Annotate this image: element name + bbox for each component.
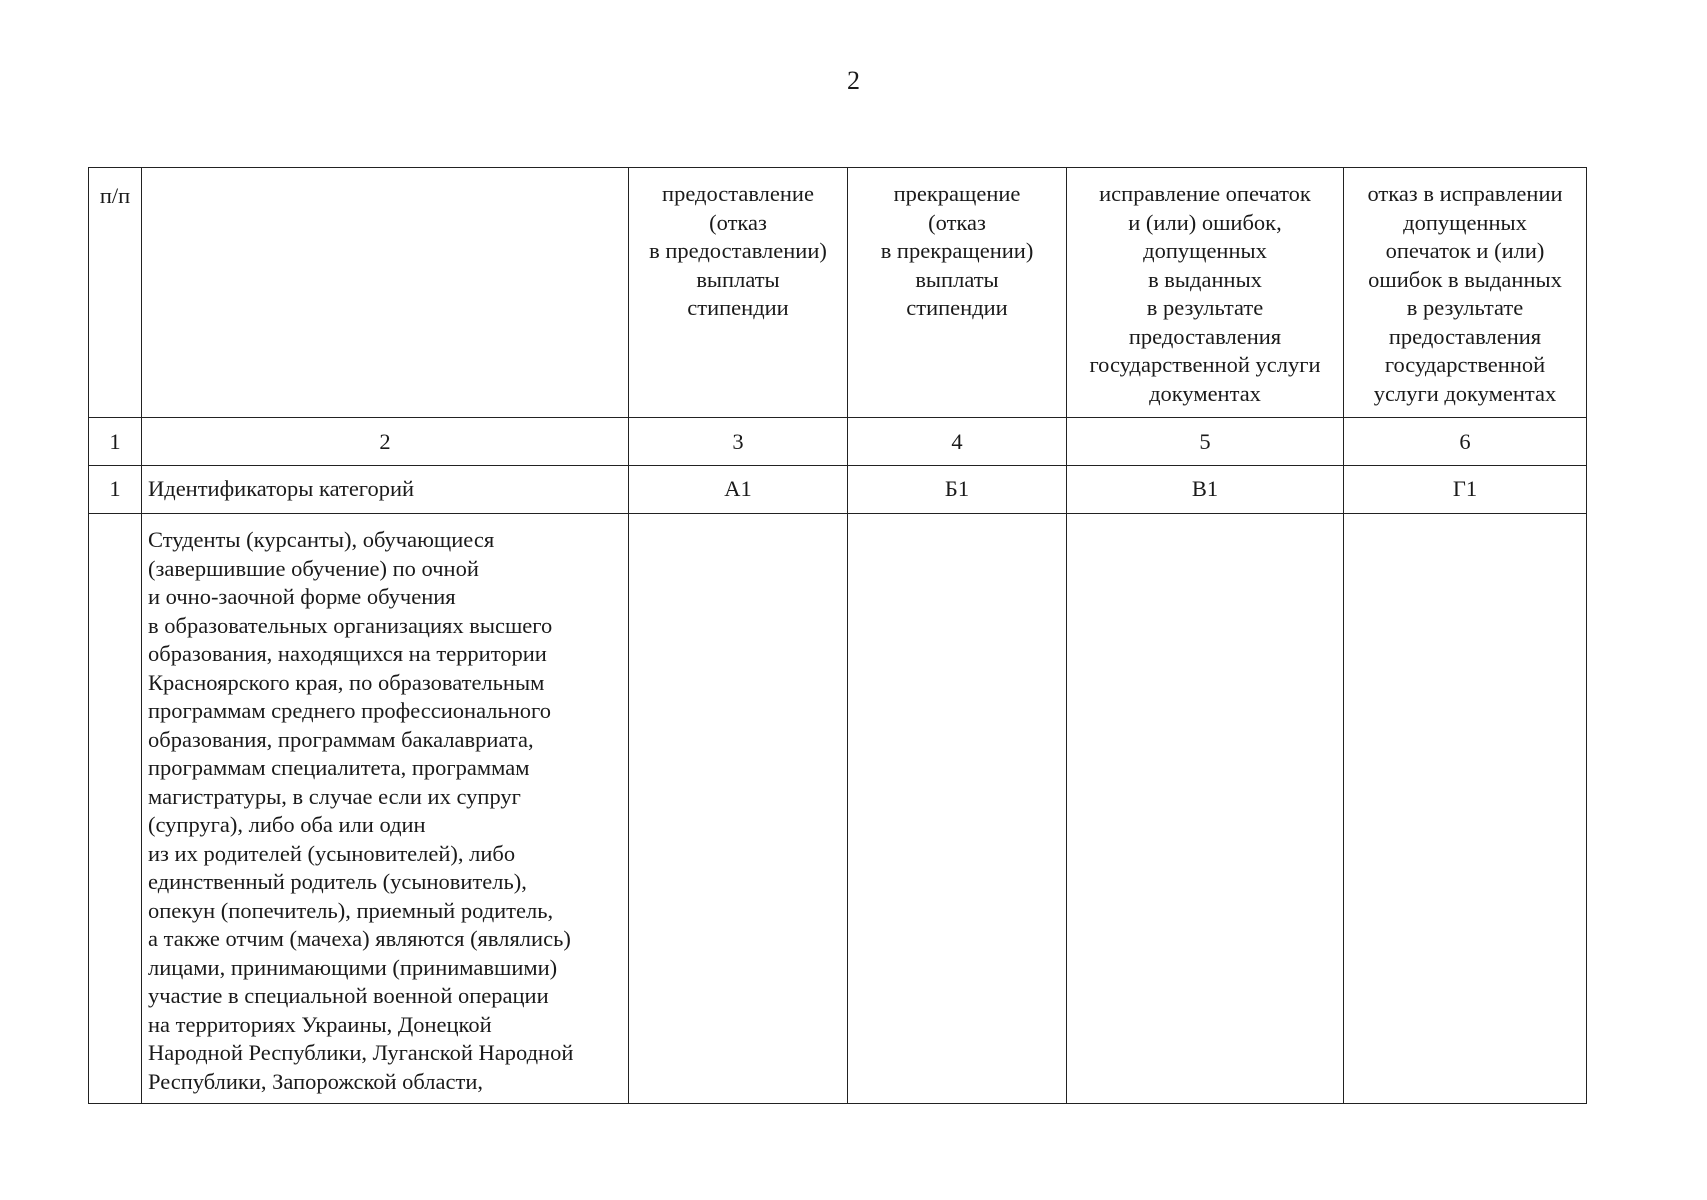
- header-cell-number: [89, 168, 142, 418]
- category-description-row: [89, 514, 1587, 1104]
- column-index-cell: 4: [848, 418, 1067, 466]
- header-number-label: п/п: [99, 183, 131, 208]
- empty-cell: [848, 514, 1067, 1104]
- category-code-cell: Г1: [1344, 466, 1587, 514]
- empty-cell: [1344, 514, 1587, 1104]
- column-index-cell: 2: [142, 418, 629, 466]
- column-index-cell: 3: [629, 418, 848, 466]
- category-code-cell: А1: [629, 466, 848, 514]
- header-grant-label: предоставление (отказ в предоставлении) выплаты стипендии: [649, 181, 827, 320]
- category-row-number: [89, 514, 142, 1104]
- header-cell-correction: [1067, 168, 1344, 418]
- table-header-row: [89, 168, 1587, 418]
- empty-cell: [1067, 514, 1344, 1104]
- category-description-text: Студенты (курсанты), обучающиеся (завершившие обучение) по очной и очно-заочной форме обучения в образовательных организациях высшего образования, находящихся на территории Красноярского края, по образовательным программам среднего профессионального образования, программам бакалавриата, программам специалитета, программам магистратуры, в случае если их супруг (супруга), либо оба или один из их родителей (усыновителей), либо единственный родитель (усыновитель), опекун (попечитель), приемный родитель, а также отчим (мачеха) являются (являлись) лицами, принимающими (принимавшими) участие в специальной военной операции на территориях Украины, Донецкой Народной Республики, Луганской Народной Республики, Запорожской области,: [142, 514, 629, 1104]
- column-index-cell: 5: [1067, 418, 1344, 466]
- empty-cell: [629, 514, 848, 1104]
- header-correction-label: исправление опечаток и (или) ошибок, допущенных в выданных в результате предоставления государственной услуги документах: [1089, 181, 1321, 406]
- column-index-cell: 1: [89, 418, 142, 466]
- column-index-row: [89, 418, 1587, 466]
- page-number: 2: [847, 66, 860, 95]
- identifiers-row: [89, 466, 1587, 514]
- identifiers-row-number: 1: [89, 466, 142, 514]
- column-index-cell: 6: [1344, 418, 1587, 466]
- category-code-cell: Б1: [848, 466, 1067, 514]
- header-correction-refusal-label: отказ в исправлении допущенных опечаток и (или) ошибок в выданных в результате предоставления государственной услуги документах: [1367, 181, 1563, 406]
- header-termination-label: прекращение (отказ в прекращении) выплаты стипендии: [880, 181, 1034, 320]
- identifiers-row-label: Идентификаторы категорий: [142, 466, 629, 514]
- header-cell-grant: [629, 168, 848, 418]
- header-cell-category: [142, 168, 629, 418]
- header-cell-termination: [848, 168, 1067, 418]
- header-cell-correction-refusal: [1344, 168, 1587, 418]
- services-table: [88, 167, 1587, 1104]
- category-code-cell: В1: [1067, 466, 1344, 514]
